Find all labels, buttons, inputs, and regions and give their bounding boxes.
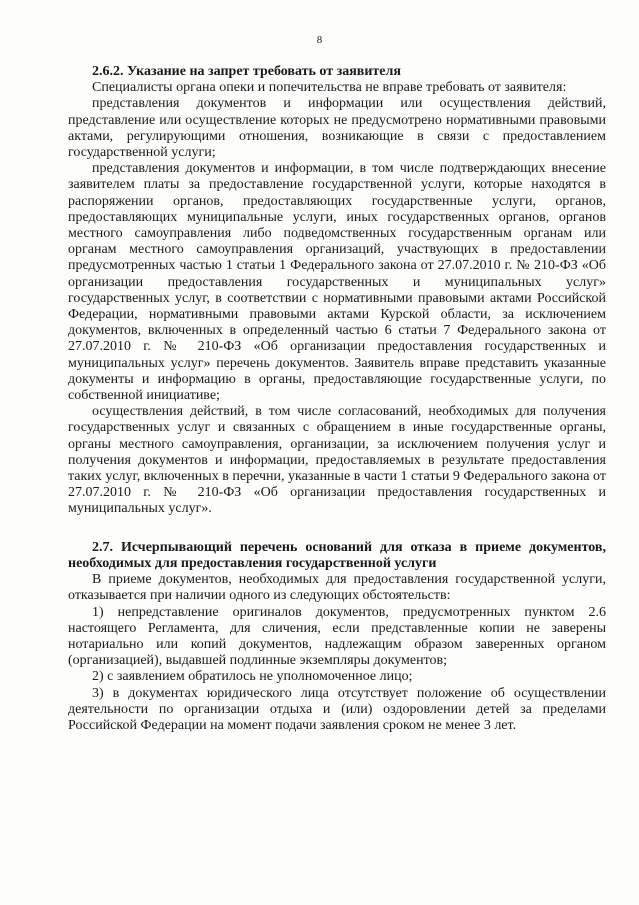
paragraph-intro: Специалисты органа опеки и попечительства не вправе требовать от заявителя:	[92, 80, 567, 96]
paragraph-reason-3: 3) в документах юридического лица отсутствует положение об осуществлении деятельности по организации отдыха и (или) оздоровлении детей за пределами Российской Федерации на момент подачи заявления сроком не менее 3 лет.	[68, 685, 606, 733]
page-number: 8	[316, 34, 323, 46]
document-body	[68, 64, 606, 734]
paragraph-reason-1: 1) непредставление оригиналов документов, предусмотренных пунктом 2.6 настоящего Регламента, для сличения, если представленные копии не заверены нотариально или копий документов, надлежащим образом заверенных органом (организацией), выдавшей подлинные экземпляры документов;	[68, 604, 606, 669]
paragraph-item-3: осуществления действий, в том числе согласований, необходимых для получения государственных услуг и связанных с обращением в иные государственные органы, органы местного самоуправления, организации, за исключением получения услуг и получения документов и информации, предоставляемых в результате предоставления таких услуг, включенных в перечни, указанные в части 1 статьи 9 Федерального закона от 27.07.2010 г. № 210-ФЗ «Об организации предоставления государственных и муниципальных услуг».	[68, 404, 606, 517]
paragraph-section-2-7-intro: В приеме документов, необходимых для предоставления государственной услуги, отказывается при наличии одного из следующих обстоятельств:	[68, 572, 606, 604]
section-heading-2-6-2: 2.6.2. Указание на запрет требовать от заявителя	[92, 64, 401, 79]
paragraph-item-1: представления документов и информации или осуществления действий, представление или осуществление которых не предусмотрено нормативными правовыми актами, регулирующими отношения, возникающие в связи с предоставлением государственной услуги;	[68, 96, 606, 161]
section-heading-2-7: 2.7. Исчерпывающий перечень оснований для отказа в приеме документов, необходимых для предоставления государственной услуги	[68, 539, 606, 571]
paragraph-reason-2: 2) с заявлением обратилось не уполномоченное лицо;	[92, 669, 413, 685]
paragraph-item-2: представления документов и информации, в том числе подтверждающих внесение заявителем платы за предоставление государственной услуги, которые находятся в распоряжении органов, предоставляющих государственные услуги, органов, предоставляющих муниципальные услуги, иных государственных органов, органов местного самоуправления либо подведомственных государственным органам или органам местного самоуправления организаций, участвующих в предоставлении предусмотренных частью 1 статьи 1 Федерального закона от 27.07.2010 г. № 210-ФЗ «Об организации предоставления государственных и муниципальных услуг» государственных услуг, в соответствии с нормативными правовыми актами Российской Федерации, нормативными правовыми актами Курской области, за исключением документов, включенных в определенный частью 6 статьи 7 Федерального закона от 27.07.2010 г. № 210-ФЗ «Об организации предоставления государственных и муниципальных услуг» перечень документов. Заявитель вправе представить указанные документы и информацию в органы, предоставляющие государственные услуги, по собственной инициативе;	[68, 161, 606, 404]
